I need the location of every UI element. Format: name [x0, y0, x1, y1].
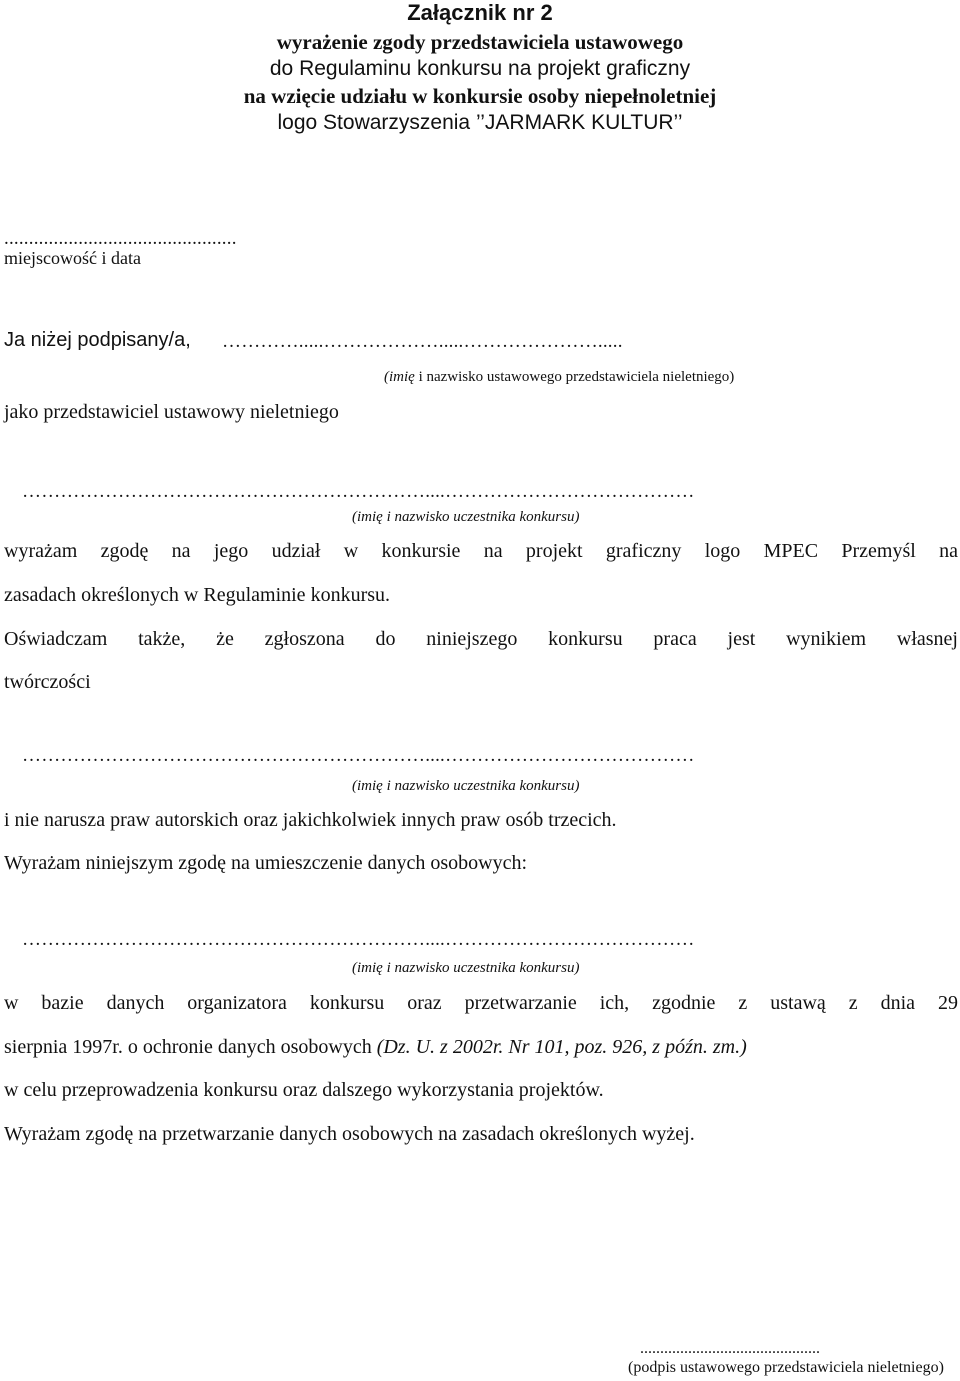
- para4-line2: [4, 1036, 747, 1059]
- signature-dots: .............................................: [640, 1340, 820, 1357]
- para4-line3: w celu przeprowadzenia konkursu oraz dalszego wykorzystania projektów.: [4, 1079, 604, 1101]
- signature-label: (podpis ustawowego przedstawiciela nieletniego): [628, 1359, 944, 1376]
- para2-line1: Oświadczam także, że zgłoszona do niniejszego konkursu praca jest wynikiem własnej: [4, 628, 958, 650]
- para1-line1: wyrażam zgodę na jego udział w konkursie na projekt graficzny logo MPEC Przemyśl na: [4, 540, 958, 562]
- declarant-line2: jako przedstawiciel ustawowy nieletniego: [4, 401, 339, 423]
- participant1-name-field: ………………………………………………………....…………………………………: [22, 481, 695, 502]
- para4-line1: w bazie danych organizatora konkursu oraz przetwarzanie ich, zgodnie z ustawą z dnia 29: [4, 992, 958, 1014]
- para4-line4: Wyrażam zgodę na przetwarzanie danych osobowych na zasadach określonych wyżej.: [4, 1123, 695, 1145]
- para1-line2: zasadach określonych w Regulaminie konkursu.: [4, 584, 391, 606]
- participant2-name-field: ………………………………………………………....…………………………………: [22, 745, 695, 766]
- participant3-name-field: ………………………………………………………....…………………………………: [22, 929, 695, 950]
- declarant-caption: [384, 369, 734, 386]
- place-date-dots: ...............................................: [4, 228, 237, 249]
- para4-line2-plain: sierpnia 1997r. o ochronie danych osobowych: [4, 1036, 377, 1058]
- participant3-caption: (imię i nazwisko uczestnika konkursu): [352, 960, 580, 976]
- participant1-caption: (imię i nazwisko uczestnika konkursu): [352, 509, 580, 525]
- title-line-5: logo Stowarzyszenia ’’JARMARK KULTUR’’: [277, 111, 683, 134]
- declarant-caption-rest: i nazwisko ustawowego przedstawiciela nieletniego): [418, 369, 735, 385]
- para4-line2-citation: (Dz. U. z 2002r. Nr 101, poz. 926, z późn. zm.): [376, 1036, 747, 1058]
- para3-line2: Wyrażam niniejszym zgodę na umieszczenie danych osobowych:: [4, 852, 528, 874]
- declarant-name-field: ………….....……………….....………………….....: [222, 331, 623, 352]
- page-title: Załącznik nr 2: [407, 0, 553, 25]
- para2-line2: twórczości: [4, 671, 91, 693]
- participant2-caption: (imię i nazwisko uczestnika konkursu): [352, 778, 580, 794]
- title-line-3: do Regulaminu konkursu na projekt graficzny: [269, 57, 691, 80]
- para3-line1: i nie narusza praw autorskich oraz jakichkolwiek innych praw osób trzecich.: [4, 809, 617, 831]
- title-line-4: na wzięcie udziału w konkursie osoby niepełnoletniej: [243, 84, 717, 108]
- declarant-caption-italic: (imię: [384, 369, 415, 385]
- place-date-label: miejscowość i data: [4, 248, 141, 268]
- title-line-2: wyrażenie zgody przedstawiciela ustawowego: [276, 30, 684, 54]
- declarant-prefix: Ja niżej podpisany/a,: [4, 329, 191, 351]
